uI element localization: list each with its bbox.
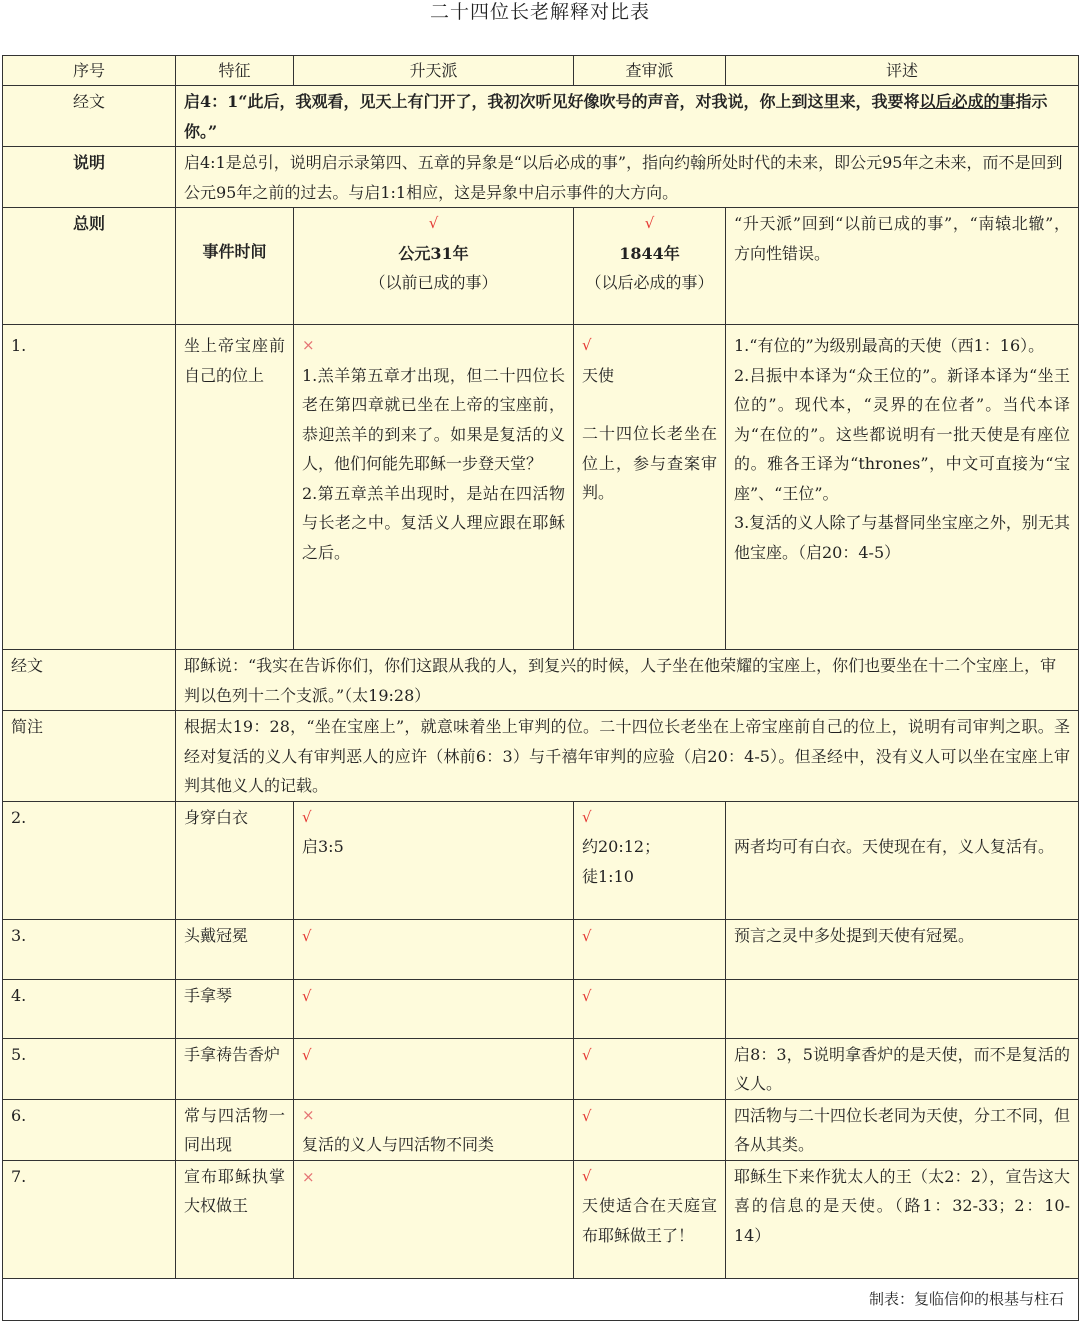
- principle-inv-year: 1844年: [619, 243, 680, 263]
- header-feature: 特征: [176, 56, 294, 86]
- header-ascension: 升天派: [294, 56, 574, 86]
- principle-inv-note: （以后必成的事）: [585, 273, 714, 292]
- scripture-row-1: [3, 86, 1079, 147]
- check-mark: √: [582, 986, 592, 1005]
- check-mark: √: [302, 986, 312, 1005]
- cross-mark: ×: [302, 336, 315, 354]
- check-mark: √: [582, 1045, 592, 1064]
- check-mark: √: [302, 926, 312, 945]
- row-1-no: 1.: [3, 325, 176, 650]
- row-2-comment: 两者均可有白衣。天使现在有，义人复活有。: [726, 801, 1079, 919]
- row-7-no: 7.: [3, 1160, 176, 1278]
- check-mark: √: [582, 336, 592, 354]
- header-no: 序号: [3, 56, 176, 86]
- principle-investigative: [574, 208, 726, 325]
- row-1-asc-p2: 2.第五章羔羊出现时，是站在四活物与长老之中。复活义人理应跟在耶稣之后。: [302, 483, 565, 562]
- check-mark: √: [582, 807, 592, 826]
- row-5-no: 5.: [3, 1038, 176, 1099]
- row-4-investigative: [574, 979, 726, 1038]
- row-7-investigative: [574, 1160, 726, 1278]
- row-2: [3, 801, 1079, 919]
- credit-row: [3, 1278, 1079, 1320]
- row-6-no: 6.: [3, 1099, 176, 1160]
- explain-label: 说明: [3, 147, 176, 208]
- spacer: [582, 390, 717, 419]
- row-5-investigative: [574, 1038, 726, 1099]
- row-2-inv-l2: 徒1:10: [582, 866, 634, 886]
- scripture-text-underlined: 以后必成的事: [919, 92, 1016, 111]
- row-1-cm-p2: 2.吕振中本译为“众王位的”。新译本译为“坐王位的”。现代本，“灵界的在位者”。当代本译为“在位的”。这些都说明有一批天使是有座位的。雅各王译为“thrones”，中文可直接为“宝座”、“王位”。: [734, 365, 1070, 503]
- row-6-asc: 复活的义人与四活物不同类: [302, 1135, 495, 1154]
- note-text: 根据太19：28，“坐在宝座上”，就意味着坐上审判的位。二十四位长老坐在上帝宝座前自己的位上，说明有司审判之职。圣经对复活的义人有审判恶人的应许（林前6：3）与千禧年审判的应验（启20：4-5）。但圣经中，没有义人可以坐在宝座上审判其他义人的记载。: [176, 711, 1079, 802]
- check-mark: √: [302, 1045, 312, 1064]
- check-mark: √: [644, 214, 655, 232]
- row-5-ascension: [294, 1038, 574, 1099]
- principle-feature: 事件时间: [176, 208, 294, 325]
- scripture2-text: 耶稣说：“我实在告诉你们，你们这跟从我的人，到复兴的时候，人子坐在他荣耀的宝座上，你们也要坐在十二个宝座上，审判以色列十二个支派。”（太19:28）: [176, 650, 1079, 711]
- row-6-ascension: [294, 1099, 574, 1160]
- row-5-comment: 启8：3，5说明拿香炉的是天使，而不是复活的义人。: [726, 1038, 1079, 1099]
- explain-row: [3, 147, 1079, 208]
- note-row: [3, 711, 1079, 802]
- row-7-inv: 天使适合在天庭宣布耶稣做王了！: [582, 1196, 717, 1245]
- row-1-comment: [726, 325, 1079, 650]
- header-investigative: 查审派: [574, 56, 726, 86]
- row-3-no: 3.: [3, 919, 176, 979]
- row-7: [3, 1160, 1079, 1278]
- credit-text: 制表：复临信仰的根基与柱石: [3, 1278, 1079, 1320]
- row-6-comment: 四活物与二十四位长老同为天使，分工不同，但各从其类。: [726, 1099, 1079, 1160]
- row-1: [3, 325, 1079, 650]
- note-label: 简注: [3, 711, 176, 802]
- row-1-inv-p1: 天使: [582, 365, 615, 385]
- row-2-ascension: [294, 801, 574, 919]
- principle-row: [3, 208, 1079, 325]
- cross-mark: ×: [302, 1105, 315, 1124]
- row-2-no: 2.: [3, 801, 176, 919]
- row-1-feature: 坐上帝宝座前自己的位上: [176, 325, 294, 650]
- check-mark: √: [302, 807, 312, 826]
- row-4-ascension: [294, 979, 574, 1038]
- cross-mark: ×: [302, 1167, 315, 1186]
- row-6-investigative: [574, 1099, 726, 1160]
- scripture2-label: 经文: [3, 650, 176, 711]
- row-4: [3, 979, 1079, 1038]
- document-title: 二十四位长老解释对比表: [429, 1, 650, 23]
- row-7-ascension: [294, 1160, 574, 1278]
- row-7-feature: 宣布耶稣执掌大权做王: [176, 1160, 294, 1278]
- row-3-investigative: [574, 919, 726, 979]
- row-3-feature: 头戴冠冕: [176, 919, 294, 979]
- scripture-row-2: [3, 650, 1079, 711]
- explain-text: 启4:1是总引，说明启示录第四、五章的异象是“以后必成的事”，指向约翰所处时代的未来，即公元95年之未来，而不是回到公元95年之前的过去。与启1:1相应，这是异象中启示事件的大方向。: [176, 147, 1079, 208]
- row-1-asc-p1: 1.羔羊第五章才出现，但二十四位长老在第四章就已坐在上帝的宝座前，恭迎羔羊的到来了。如果是复活的义人，他们何能先耶稣一步登天堂？: [302, 365, 565, 473]
- header-comment: 评述: [726, 56, 1079, 86]
- check-mark: √: [428, 214, 439, 232]
- principle-asc-note: （以前已成的事）: [369, 273, 498, 292]
- check-mark: √: [582, 1106, 592, 1125]
- row-3-comment: 预言之灵中多处提到天使有冠冕。: [726, 919, 1079, 979]
- row-7-comment: 耶稣生下来作犹太人的王（太2：2），宣告这大喜的信息的是天使。（路1：32-33；2：10-14）: [726, 1160, 1079, 1278]
- row-3-ascension: [294, 919, 574, 979]
- principle-label: 总则: [3, 208, 176, 325]
- row-5-feature: 手拿祷告香炉: [176, 1038, 294, 1099]
- row-2-feature: 身穿白衣: [176, 801, 294, 919]
- row-1-cm-p1: 1.“有位的”为级别最高的天使（西1：16）。: [734, 336, 1045, 355]
- row-1-investigative: [574, 325, 726, 650]
- principle-asc-year: 公元31年: [398, 243, 469, 263]
- principle-comment: “升天派”回到“以前已成的事”，“南辕北辙”，方向性错误。: [726, 208, 1079, 325]
- row-5: [3, 1038, 1079, 1099]
- comparison-table-wrapper: [2, 55, 1078, 1321]
- header-row: [3, 56, 1079, 86]
- scripture-label: 经文: [3, 86, 176, 147]
- check-mark: √: [582, 1166, 592, 1185]
- row-1-ascension: [294, 325, 574, 650]
- row-4-no: 4.: [3, 979, 176, 1038]
- row-1-cm-p3: 3.复活的义人除了与基督同坐宝座之外，别无其他宝座。（启20：4-5）: [734, 513, 1070, 562]
- comparison-table: [2, 55, 1079, 1321]
- row-6: [3, 1099, 1079, 1160]
- scripture-text: [176, 86, 1079, 147]
- scripture-text-a: 启4：1“此后，我观看，见天上有门开了，我初次听见好像吹号的声音，对我说，你上到这里来，我要将: [184, 92, 920, 111]
- row-2-inv-l1: 约20:12；: [582, 837, 661, 856]
- row-6-feature: 常与四活物一同出现: [176, 1099, 294, 1160]
- row-2-investigative: [574, 801, 726, 919]
- principle-ascension: [294, 208, 574, 325]
- scripture-text-b: 指示你。”: [184, 92, 1048, 141]
- row-4-feature: 手拿琴: [176, 979, 294, 1038]
- row-2-asc: 启3:5: [302, 837, 344, 856]
- check-mark: √: [582, 926, 592, 945]
- row-1-inv-p2: 二十四位长老坐在位上，参与查案审判。: [582, 424, 717, 502]
- row-4-comment: [726, 979, 1079, 1038]
- row-3: [3, 919, 1079, 979]
